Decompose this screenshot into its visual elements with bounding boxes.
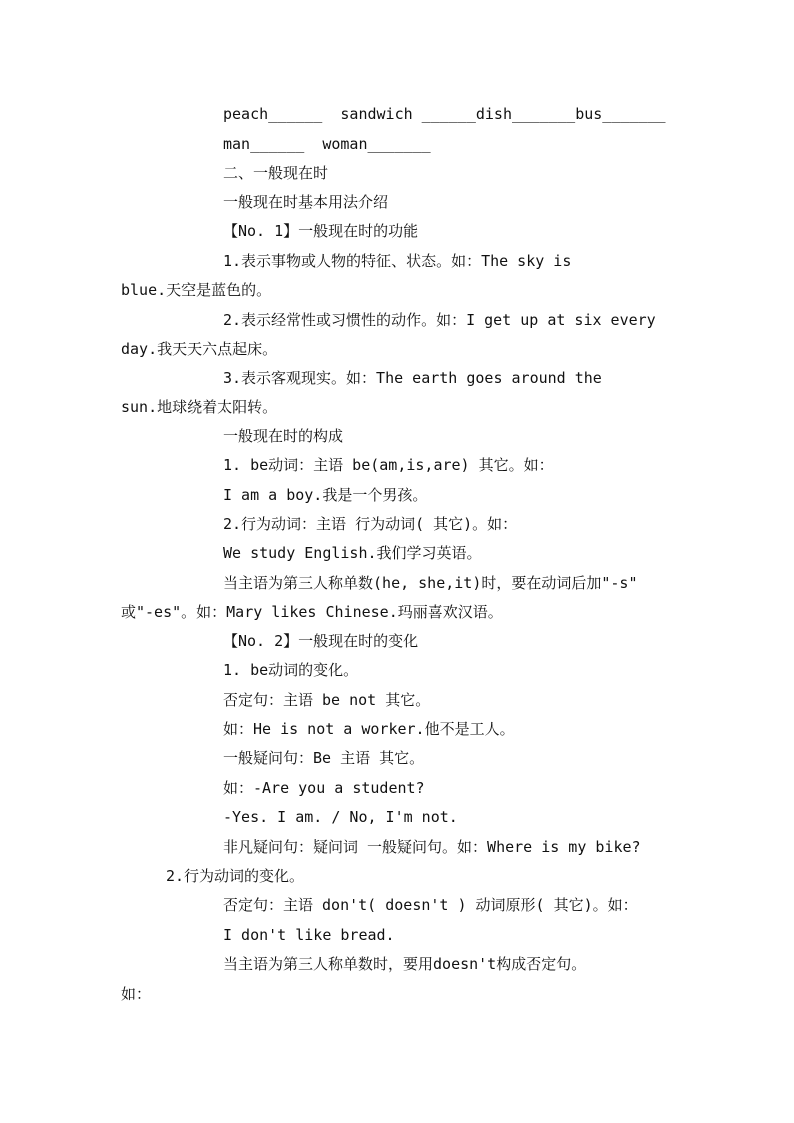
third-person-rule-1: 当主语为第三人称单数(he, she,it)时，要在动词后加"-s" (223, 574, 638, 592)
action-negative-example: I don't like bread. (223, 926, 395, 944)
no1-heading: 【No. 1】一般现在时的功能 (223, 222, 419, 240)
question-rule: 一般疑问句：Be 主语 其它。 (223, 749, 425, 767)
action-negative-rule: 否定句：主语 don't( doesn't ) 动词原形( 其它)。如： (223, 896, 638, 914)
action-verb-change-heading: 2.行为动词的变化。 (166, 867, 305, 885)
section-heading: 二、一般现在时 (223, 164, 329, 182)
example-prefix: 如： (121, 985, 152, 1003)
be-verb-rule: 1. be动词：主语 be(am,is,are) 其它。如： (223, 456, 554, 474)
negative-rule: 否定句：主语 be not 其它。 (223, 691, 431, 709)
point-2-line-1: 2.表示经常性或习惯性的动作。如：I get up at six every (223, 311, 656, 329)
point-1-line-2: blue.天空是蓝色的。 (121, 281, 272, 299)
point-3-line-2: sun.地球绕着太阳转。 (121, 398, 278, 416)
subsection-heading: 一般现在时基本用法介绍 (223, 193, 389, 211)
point-1-line-1: 1.表示事物或人物的特征、状态。如：The sky is (223, 252, 572, 270)
be-verb-example: I am a boy.我是一个男孩。 (223, 486, 428, 504)
third-person-rule-2: 或"-es"。如：Mary likes Chinese.玛丽喜欢汉语。 (121, 603, 503, 621)
wh-question-rule: 非凡疑问句：疑问词 一般疑问句。如：Where is my bike? (223, 838, 641, 856)
structure-heading: 一般现在时的构成 (223, 427, 344, 445)
vocab-line-1: peach______ sandwich ______dish_______bus_______ (223, 105, 666, 123)
negative-example: 如：He is not a worker.他不是工人。 (223, 720, 515, 738)
no2-heading: 【No. 2】一般现在时的变化 (223, 632, 419, 650)
action-verb-example: We study English.我们学习英语。 (223, 544, 482, 562)
question-answer: -Yes. I am. / No, I'm not. (223, 808, 458, 826)
point-3-line-1: 3.表示客观现实。如：The earth goes around the (223, 369, 602, 387)
be-verb-change-heading: 1. be动词的变化。 (223, 661, 359, 679)
question-example: 如：-Are you a student? (223, 779, 425, 797)
third-person-negative-rule: 当主语为第三人称单数时，要用doesn't构成否定句。 (223, 955, 587, 973)
action-verb-rule: 2.行为动词：主语 行为动词( 其它)。如： (223, 515, 518, 533)
point-2-line-2: day.我天天六点起床。 (121, 340, 278, 358)
vocab-line-2: man______ woman_______ (223, 135, 431, 153)
